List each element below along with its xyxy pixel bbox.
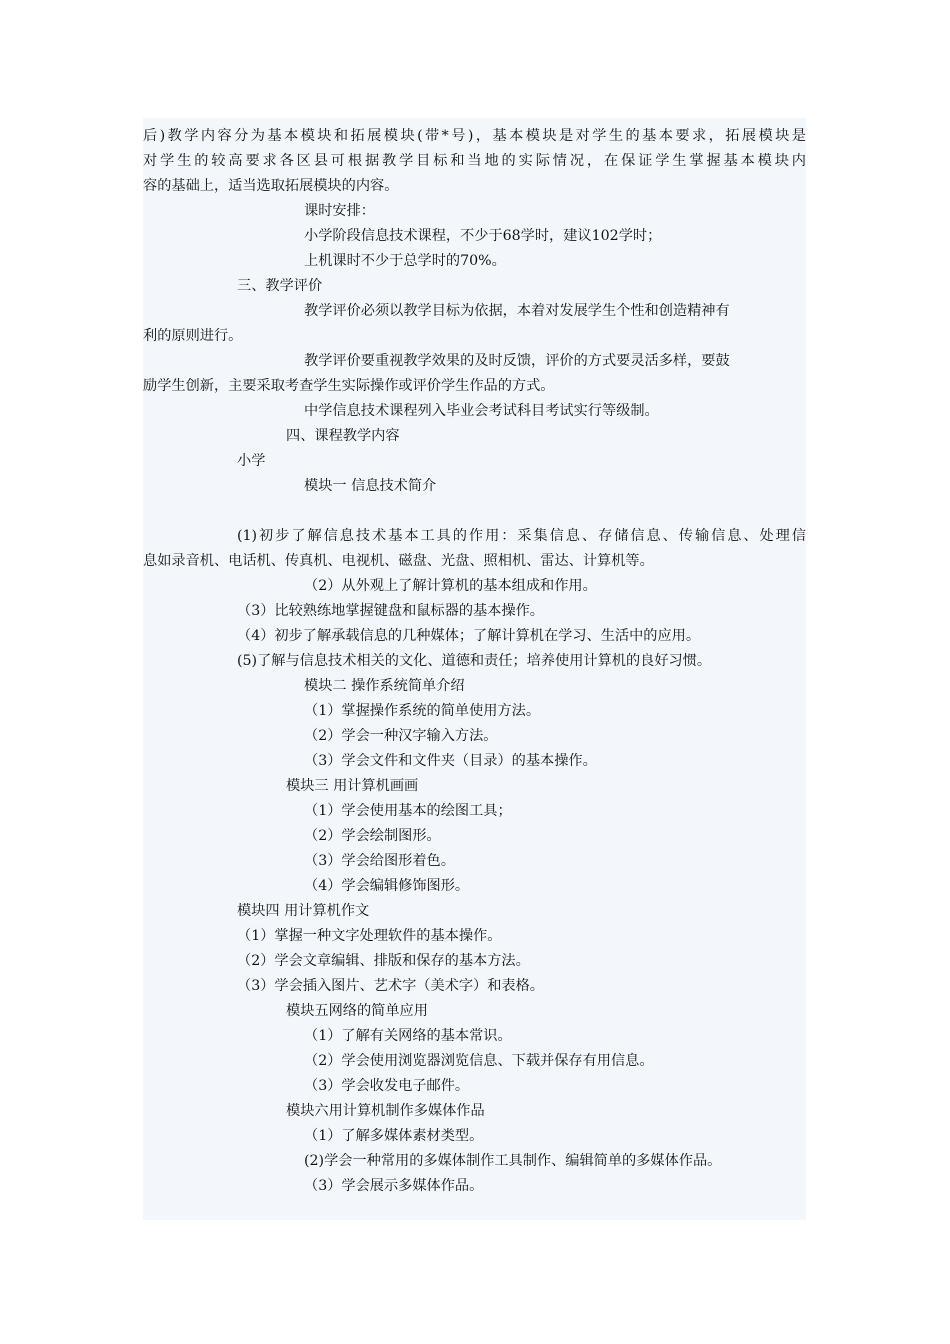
list-item: （3）比较熟练地掌握键盘和鼠标器的基本操作。 [237, 603, 544, 619]
paragraph-line: 后)教学内容分为基本模块和拓展模块(带*号)，基本模块是对学生的基本要求，拓展模块是 [143, 128, 806, 144]
module-heading: 模块四 用计算机作文 [237, 903, 370, 919]
module-heading: 模块六用计算机制作多媒体作品 [286, 1103, 485, 1119]
paragraph-line: 对学生的较高要求各区县可根据教学目标和当地的实际情况，在保证学生掌握基本模块内 [143, 153, 806, 169]
list-item: （4）学会编辑修饰图形。 [304, 878, 470, 894]
list-item: （2）学会使用浏览器浏览信息、下载并保存有用信息。 [304, 1053, 654, 1069]
section-heading: 三、教学评价 [237, 278, 323, 294]
list-item: （2）学会绘制图形。 [304, 828, 441, 844]
list-item: （1）掌握操作系统的简单使用方法。 [304, 703, 541, 719]
paragraph-line: 课时安排： [304, 203, 375, 219]
list-item: （3）学会插入图片、艺术字（美术字）和表格。 [237, 978, 544, 994]
subsection-heading: 小学 [237, 453, 266, 469]
paragraph-line: 教学评价必须以教学目标为依据，本着对发展学生个性和创造精神有 [304, 303, 730, 319]
module-heading: 模块三 用计算机画画 [286, 778, 419, 794]
list-item: (5)了解与信息技术相关的文化、道德和责任；培养使用计算机的良好习惯。 [237, 653, 712, 669]
list-item: （2）学会文章编辑、排版和保存的基本方法。 [237, 953, 530, 969]
list-item: （3）学会展示多媒体作品。 [304, 1178, 484, 1194]
paragraph-line: 中学信息技术课程列入毕业会考试科目考试实行等级制。 [304, 403, 659, 419]
document-body [143, 118, 806, 1220]
list-item: （2）学会一种汉字输入方法。 [304, 728, 498, 744]
paragraph-line: 励学生创新，主要采取考查学生实际操作或评价学生作品的方式。 [143, 378, 555, 394]
module-heading: 模块五网络的简单应用 [286, 1003, 428, 1019]
list-item: （1）学会使用基本的绘图工具； [304, 803, 512, 819]
paragraph-line: 上机课时不少于总学时的70%。 [304, 253, 506, 269]
list-item: （3）学会给图形着色。 [304, 853, 455, 869]
list-item: （1）掌握一种文字处理软件的基本操作。 [237, 928, 502, 944]
list-item: (1)初步了解信息技术基本工具的作用：采集信息、存储信息、传输信息、处理信 [237, 528, 806, 544]
list-item: （3）学会文件和文件夹（目录）的基本操作。 [304, 753, 597, 769]
list-item: （1）了解有关网络的基本常识。 [304, 1028, 512, 1044]
list-item: （3）学会收发电子邮件。 [304, 1078, 470, 1094]
section-heading: 四、课程教学内容 [286, 428, 400, 444]
paragraph-line: 利的原则进行。 [143, 328, 243, 344]
list-item: （1）了解多媒体素材类型。 [304, 1128, 484, 1144]
list-item: 息如录音机、电话机、传真机、电视机、磁盘、光盘、照相机、雷达、计算机等。 [143, 553, 654, 569]
paragraph-line: 小学阶段信息技术课程，不少于68学时，建议102学时； [304, 228, 662, 244]
paragraph-line: 容的基础上，适当选取拓展模块的内容。 [143, 178, 399, 194]
paragraph-line: 教学评价要重视教学效果的及时反馈，评价的方式要灵活多样，要鼓 [304, 353, 730, 369]
list-item: （2）从外观上了解计算机的基本组成和作用。 [304, 578, 597, 594]
list-item: (2)学会一种常用的多媒体制作工具制作、编辑简单的多媒体作品。 [304, 1153, 722, 1169]
module-heading: 模块一 信息技术简介 [304, 478, 437, 494]
module-heading: 模块二 操作系统简单介绍 [304, 678, 465, 694]
list-item: （4）初步了解承载信息的几种媒体；了解计算机在学习、生活中的应用。 [237, 628, 701, 644]
